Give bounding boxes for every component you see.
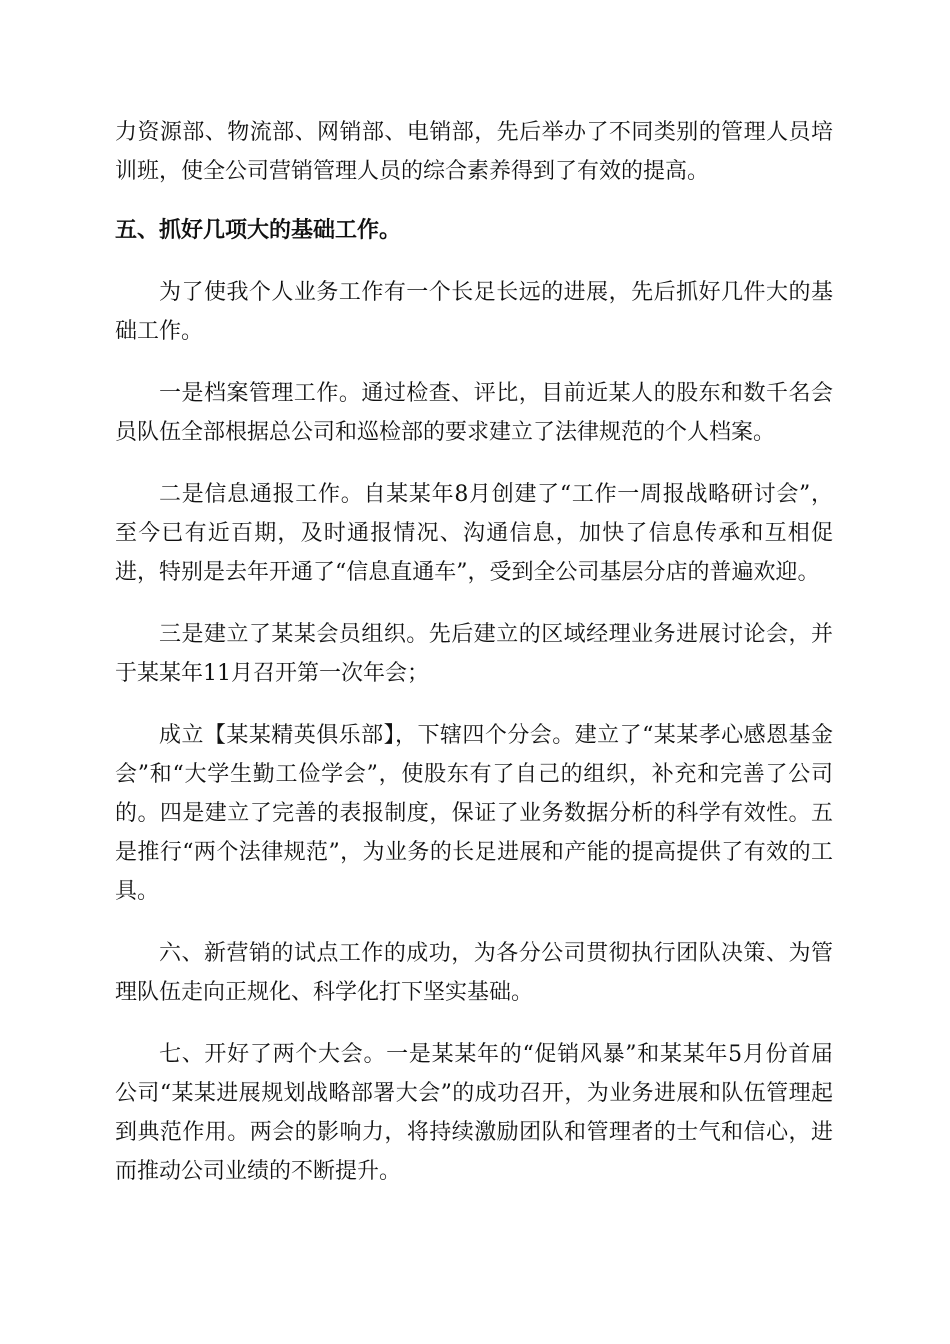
paragraph-continuation: 力资源部、物流部、网销部、电销部，先后举办了不同类别的管理人员培训班，使全公司营销管理人员的综合素养得到了有效的提高。 [115,120,833,184]
paragraph-pilot-marketing: 六、新营销的试点工作的成功，为各分公司贯彻执行团队决策、为管理队伍走向正规化、科学化打下坚实基础。 [115,941,833,1005]
paragraph-archive-management: 一是档案管理工作。通过检查、评比，目前近某人的股东和数千名会员队伍全部根据总公司和巡检部的要求建立了法律规范的个人档案。 [115,381,833,445]
section-heading-five: 五、抓好几项大的基础工作。 [115,217,402,243]
paragraph-information-report: 二是信息通报工作。自某某年8月创建了“工作一周报战略研讨会”，至今已有近百期，及时通报情况、沟通信息，加快了信息传承和互相促进，特别是去年开通了“信息直通车”，受到全公司基层分店的普遍欢迎。 [115,482,833,585]
paragraph-elite-club: 成立【某某精英俱乐部】，下辖四个分会。建立了“某某孝心感恩基金会”和“大学生勤工俭学会”，使股东有了自己的组织，补充和完善了公司的。四是建立了完善的表报制度，保证了业务数据分析的科学有效性。五是推行“两个法律规范”，为业务的长足进展和产能的提高提供了有效的工具。 [115,723,833,904]
paragraph-two-conferences: 七、开好了两个大会。一是某某年的“促销风暴”和某某年5月份首届公司“某某进展规划战略部署大会”的成功召开，为业务进展和队伍管理起到典范作用。两会的影响力，将持续激励团队和管理者的士气和信心，进而推动公司业绩的不断提升。 [115,1042,833,1184]
document-body [115,113,833,1214]
paragraph-intro: 为了使我个人业务工作有一个长足长远的进展，先后抓好几件大的基础工作。 [115,280,833,344]
paragraph-member-organization: 三是建立了某某会员组织。先后建立的区域经理业务进展讨论会，并于某某年11月召开第一次年会； [115,622,833,686]
